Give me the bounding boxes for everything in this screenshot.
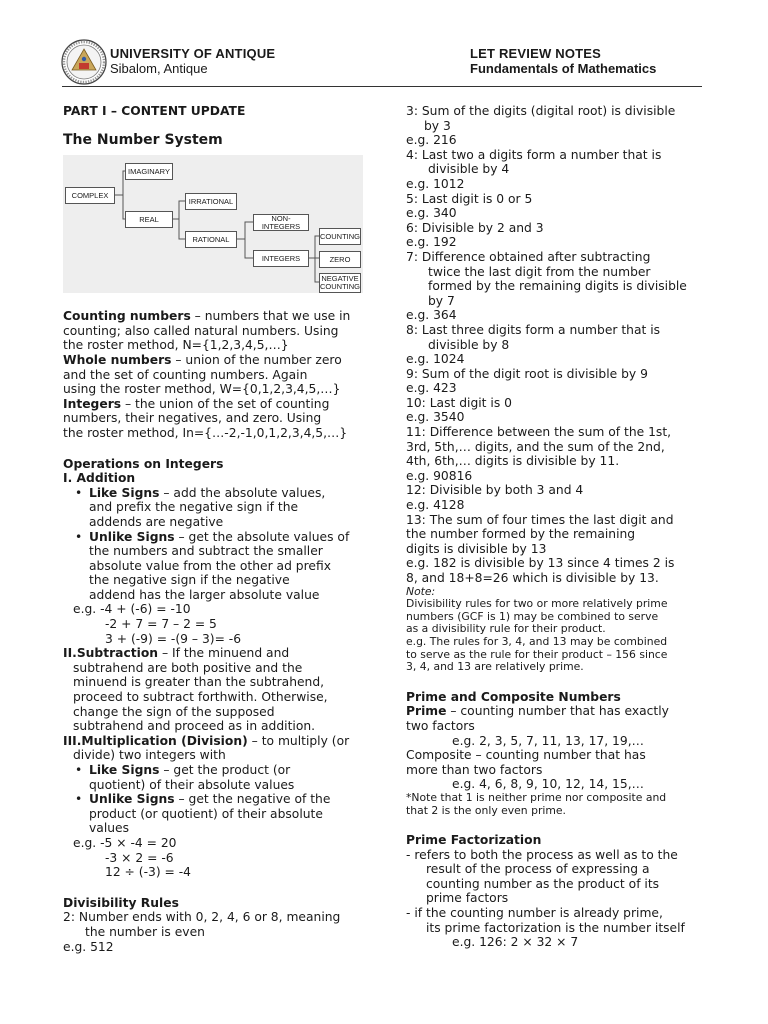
example-line: e.g. 4, 6, 8, 9, 10, 12, 14, 15,…	[452, 777, 644, 792]
rule-term: II.Subtraction	[63, 646, 159, 661]
subtraction-rule	[63, 646, 363, 734]
rule-text: and prefix the negative sign if the	[89, 500, 299, 515]
rule-text: twice the last digit from the number	[428, 264, 651, 279]
rule-text: absolute value from the other ad prefix	[89, 558, 331, 573]
diagram-node-irrational: IRRATIONAL	[185, 193, 237, 210]
rule-text: quotient) of their absolute values	[89, 777, 295, 792]
example-line: e.g. -5 × -4 = 20	[73, 835, 177, 850]
rule-text: subtrahend are both positive and the	[73, 660, 303, 675]
list-text: - if the counting number is already prime,	[406, 906, 663, 921]
example-line: e.g. 423	[406, 381, 457, 396]
rule-text: divisible by 4	[428, 162, 510, 177]
diagram-node-negative-counting-line1: NEGATIVE	[321, 274, 359, 284]
definition-text: the roster method, N={1,2,3,4,5,…}	[63, 338, 289, 353]
example-line: e.g. 1024	[406, 352, 465, 367]
example-line: e.g. 2, 3, 5, 7, 11, 13, 17, 19,…	[452, 733, 644, 748]
divisibility-rule-8	[406, 323, 706, 367]
note-label: Note:	[406, 584, 436, 598]
prime-composite-heading: Prime and Composite Numbers	[406, 689, 621, 704]
divisibility-note	[406, 586, 706, 674]
header-divider	[62, 86, 702, 87]
diagram-node-imaginary: IMAGINARY	[125, 163, 173, 180]
document-subject: Fundamentals of Mathematics	[470, 61, 657, 76]
rule-text: 13: The sum of four times the last digit and	[406, 512, 674, 527]
note-text: as a divisibility rule for their product.	[406, 622, 606, 636]
divisibility-rule-7	[406, 250, 706, 323]
rule-text: divide) two integers with	[73, 748, 226, 763]
rule-text: the negative sign if the negative	[89, 573, 290, 588]
note-text: Divisibility rules for two or more relatively prime	[406, 597, 668, 611]
list-text: prime factors	[426, 891, 509, 906]
diagram-node-negative-counting	[319, 273, 361, 293]
rule-text: 5: Last digit is 0 or 5	[406, 191, 533, 206]
rule-text: 10: Last digit is 0	[406, 395, 512, 410]
rule-text: product (or quotient) of their absolute	[89, 806, 323, 821]
example-line: 3 + (-9) = -(9 – 3)= -6	[105, 631, 242, 646]
example-line: e.g. 216	[406, 133, 457, 148]
part-heading: PART I – CONTENT UPDATE	[63, 104, 246, 118]
diagram-node-integers: INTEGERS	[253, 250, 309, 267]
rule-text: 8: Last three digits form a number that is	[406, 322, 661, 337]
definition-text: more than two factors	[406, 762, 543, 777]
list-text: its prime factorization is the number itself	[426, 920, 685, 935]
example-line: e.g. 4128	[406, 498, 465, 513]
example-line: 12 ÷ (-3) = -4	[105, 865, 192, 880]
prime-composite-note	[406, 792, 706, 817]
note-text: e.g. The rules for 3, 4, and 13 may be combined	[406, 634, 668, 648]
rule-text: – get the absolute values of	[174, 529, 350, 544]
definition-text: – union of the number zero	[171, 352, 342, 367]
rule-term: III.Multiplication (Division)	[63, 733, 248, 748]
definition-text: Composite – counting number that has	[406, 748, 646, 763]
definition-text: two factors	[406, 718, 475, 733]
note-text: *Note that 1 is neither prime nor composite and	[406, 790, 667, 804]
note-text: 3, 4, and 13 are relatively prime.	[406, 660, 584, 674]
list-text: result of the process of expressing a	[426, 862, 650, 877]
rule-text: – add the absolute values,	[159, 485, 326, 500]
right-column	[406, 104, 706, 950]
divisibility-rule-6	[406, 221, 706, 250]
rule-text: 2: Number ends with 0, 2, 4, 6 or 8, meaning	[63, 910, 341, 925]
rule-text: minuend is greater than the subtrahend,	[73, 675, 325, 690]
diagram-node-complex: COMPLEX	[65, 187, 115, 204]
example-line: e.g. 512	[63, 939, 114, 954]
prime-factorization-heading: Prime Factorization	[406, 833, 542, 848]
rule-text: 11: Difference between the sum of the 1st,	[406, 425, 672, 440]
prime-definition	[406, 704, 706, 748]
section-title: The Number System	[63, 131, 223, 148]
rule-text: – If the minuend and	[158, 646, 290, 661]
definition-text: – the union of the set of counting	[121, 396, 330, 411]
university-name: UNIVERSITY OF ANTIQUE	[110, 46, 276, 61]
example-line: e.g. 126: 2 × 32 × 7	[452, 935, 579, 950]
rule-term: Like Signs	[89, 763, 160, 777]
diagram-node-zero: ZERO	[319, 251, 361, 268]
note-text: that 2 is the only even prime.	[406, 803, 566, 817]
definition-text: – counting number that has exactly	[446, 704, 669, 719]
divisibility-rule-5	[406, 192, 706, 221]
rule-text: proceed to subtract forthwith. Otherwise,	[73, 690, 328, 705]
rule-text: 7: Difference obtained after subtracting	[406, 249, 651, 264]
rule-text: 4th, 6th,… digits is divisible by 11.	[406, 454, 620, 469]
addition-examples	[63, 602, 363, 646]
rule-text: values	[89, 821, 129, 836]
prime-factorization-point-1	[406, 848, 706, 906]
rule-term: Unlike Signs	[89, 792, 175, 807]
university-location: Sibalom, Antique	[110, 61, 208, 76]
diagram-node-rational: RATIONAL	[185, 231, 237, 248]
rule-text: addends are negative	[89, 514, 224, 529]
definition-text: using the roster method, W={0,1,2,3,4,5,…}	[63, 382, 341, 397]
diagram-node-counting: COUNTING	[319, 228, 361, 245]
divisibility-rule-11	[406, 425, 706, 483]
divisibility-rule-10	[406, 396, 706, 425]
diagram-node-real: REAL	[125, 211, 173, 228]
multiplication-rule	[63, 734, 363, 763]
rule-text: change the sign of the supposed	[73, 704, 275, 719]
document-title: LET REVIEW NOTES	[470, 46, 602, 61]
multiplication-examples	[63, 836, 363, 880]
multiplication-unlike-signs	[63, 792, 363, 836]
example-line: e.g. 90816	[406, 468, 473, 483]
definition-text: and the set of counting numbers. Again	[63, 367, 308, 382]
divisibility-rule-3	[406, 104, 706, 148]
definition-text: numbers, their negatives, and zero. Using	[63, 411, 322, 426]
rule-text: the numbers and subtract the smaller	[89, 544, 323, 559]
definition-text: the roster method, In={…-2,-1,0,1,2,3,4,5,…}	[63, 425, 348, 440]
rule-text: addend has the larger absolute value	[89, 587, 320, 602]
list-text: counting number as the product of its	[426, 876, 660, 891]
rule-text: by 7	[428, 293, 455, 308]
example-line: e.g. 192	[406, 235, 457, 250]
definition-whole	[63, 353, 363, 397]
rule-text: by 3	[424, 118, 451, 133]
header-right	[470, 46, 656, 77]
rule-term: Unlike Signs	[89, 529, 175, 544]
prime-factorization-point-2	[406, 906, 706, 950]
rule-text: the number formed by the remaining	[406, 527, 636, 542]
university-seal-icon	[60, 38, 108, 86]
number-system-diagram	[63, 155, 363, 293]
rule-text: subtrahend and proceed as in addition.	[73, 719, 316, 734]
example-line: -3 × 2 = -6	[105, 850, 174, 865]
definition-term: Integers	[63, 396, 122, 411]
definitions	[63, 309, 363, 440]
divisibility-rule-13	[406, 513, 706, 586]
example-line: e.g. 182 is divisible by 13 since 4 times 2 is	[406, 556, 675, 571]
left-column	[63, 104, 363, 954]
addition-heading: I. Addition	[63, 471, 136, 486]
operations-heading: Operations on Integers	[63, 456, 224, 471]
definition-term: Prime	[406, 704, 447, 719]
note-text: numbers (GCF is 1) may be combined to serve	[406, 609, 659, 623]
definition-text: counting; also called natural numbers. Using	[63, 323, 339, 338]
rule-text: 3: Sum of the digits (digital root) is divisible	[406, 104, 676, 118]
rule-term: Like Signs	[89, 485, 160, 500]
composite-definition	[406, 748, 706, 792]
rule-text: formed by the remaining digits is divisible	[428, 279, 687, 294]
rule-text: 12: Divisible by both 3 and 4	[406, 483, 584, 498]
rule-text: digits is divisible by 13	[406, 541, 547, 556]
example-line: -2 + 7 = 7 – 2 = 5	[105, 617, 217, 632]
definition-term: Counting numbers	[63, 309, 191, 324]
header-left	[110, 46, 275, 77]
rule-text: the number is even	[85, 924, 205, 939]
divisibility-rule-9	[406, 367, 706, 396]
addition-unlike-signs	[63, 530, 363, 603]
definition-text: – numbers that we use in	[190, 309, 351, 324]
rule-text: 6: Divisible by 2 and 3	[406, 220, 544, 235]
example-line: e.g. -4 + (-6) = -10	[73, 602, 191, 617]
diagram-node-negative-counting-line2: COUNTING	[320, 282, 360, 292]
rule-text: – get the product (or	[159, 763, 291, 777]
example-line: e.g. 3540	[406, 410, 465, 425]
diagram-connectors	[63, 155, 363, 293]
definition-counting	[63, 309, 363, 353]
divisibility-rule-2	[63, 910, 363, 954]
divisibility-heading: Divisibility Rules	[63, 895, 179, 910]
divisibility-rule-12	[406, 483, 706, 512]
definition-term: Whole numbers	[63, 352, 172, 367]
rule-text: 3rd, 5th,… digits, and the sum of the 2nd,	[406, 439, 665, 454]
addition-like-signs	[63, 486, 363, 530]
multiplication-like-signs	[63, 763, 363, 792]
rule-text: – get the negative of the	[174, 792, 331, 807]
rule-text: 9: Sum of the digit root is divisible by 9	[406, 366, 648, 381]
rule-text: 4: Last two a digits form a number that is	[406, 147, 662, 162]
definition-integers	[63, 397, 363, 441]
diagram-node-non-integers: NON-INTEGERS	[253, 214, 309, 231]
divisibility-rule-4	[406, 148, 706, 192]
note-text: to serve as the rule for their product – 156 since	[406, 647, 668, 661]
example-line: e.g. 1012	[406, 176, 465, 191]
example-line: e.g. 340	[406, 206, 457, 221]
rule-text: divisible by 8	[428, 337, 510, 352]
example-line: 8, and 18+8=26 which is divisible by 13.	[406, 571, 659, 585]
list-text: - refers to both the process as well as to the	[406, 847, 678, 862]
example-line: e.g. 364	[406, 308, 457, 323]
rule-text: – to multiply (or	[247, 733, 350, 748]
